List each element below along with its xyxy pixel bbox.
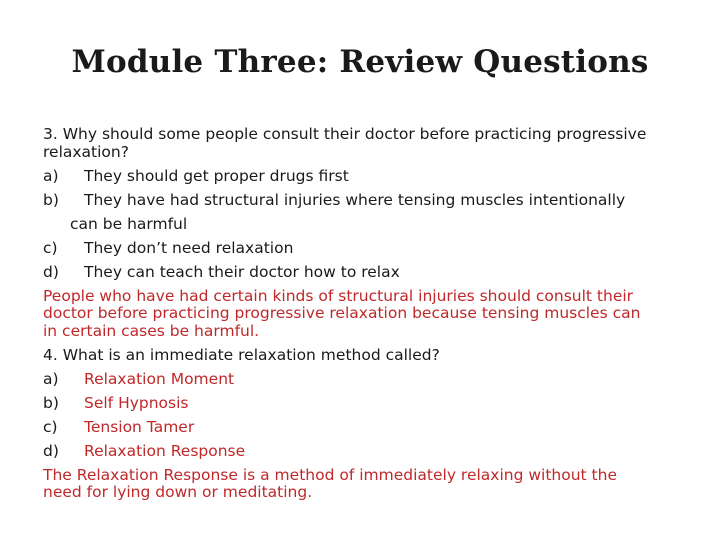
slide-title: Module Three: Review Questions: [71, 44, 649, 80]
question-3-option-b-continuation: can be harmful: [70, 214, 188, 233]
question-4-option-c: [43, 419, 683, 437]
question-4-option-d: [43, 443, 683, 461]
question-3-answer-line-1: People who have had certain kinds of structural injuries should consult their: [43, 286, 634, 305]
option-letter: a): [43, 369, 59, 388]
option-letter: c): [43, 417, 58, 436]
question-4-text: 4. What is an immediate relaxation method called?: [43, 345, 440, 364]
option-letter: c): [43, 238, 58, 257]
question-3-answer-line-3: in certain cases be harmful.: [43, 321, 260, 340]
option-letter: d): [43, 441, 59, 460]
option-letter: b): [43, 393, 59, 412]
option-letter: a): [43, 166, 59, 185]
option-text: They have had structural injuries where tensing muscles intentionally: [84, 190, 626, 209]
option-letter: b): [43, 190, 59, 209]
option-text: They don’t need relaxation: [84, 238, 294, 257]
question-3: [43, 126, 683, 340]
question-3-answer-line-2: doctor before practicing progressive relaxation because tensing muscles can: [43, 304, 641, 322]
question-3-text-line-2: relaxation?: [43, 142, 129, 161]
question-4: [43, 347, 683, 502]
question-3-option-a: [43, 168, 683, 186]
question-3-option-c: [43, 240, 683, 258]
question-3-option-d: [43, 264, 683, 282]
question-4-option-a: [43, 371, 683, 389]
slide-body: [43, 126, 683, 508]
option-text: Tension Tamer: [84, 417, 195, 436]
question-4-option-b: [43, 395, 683, 413]
question-4-answer-line-1: The Relaxation Response is a method of immediately relaxing without the: [43, 465, 617, 484]
option-letter: d): [43, 262, 59, 281]
question-3-text-line-1: 3. Why should some people consult their doctor before practicing progressive: [43, 125, 647, 143]
option-text: Relaxation Response: [84, 441, 246, 460]
option-text: They should get proper drugs first: [84, 166, 349, 185]
question-3-option-b: [43, 192, 683, 210]
option-text: They can teach their doctor how to relax: [84, 262, 400, 281]
option-text: Relaxation Moment: [84, 369, 235, 388]
question-4-answer-line-2: need for lying down or meditating.: [43, 483, 313, 501]
option-text: Self Hypnosis: [84, 393, 189, 412]
